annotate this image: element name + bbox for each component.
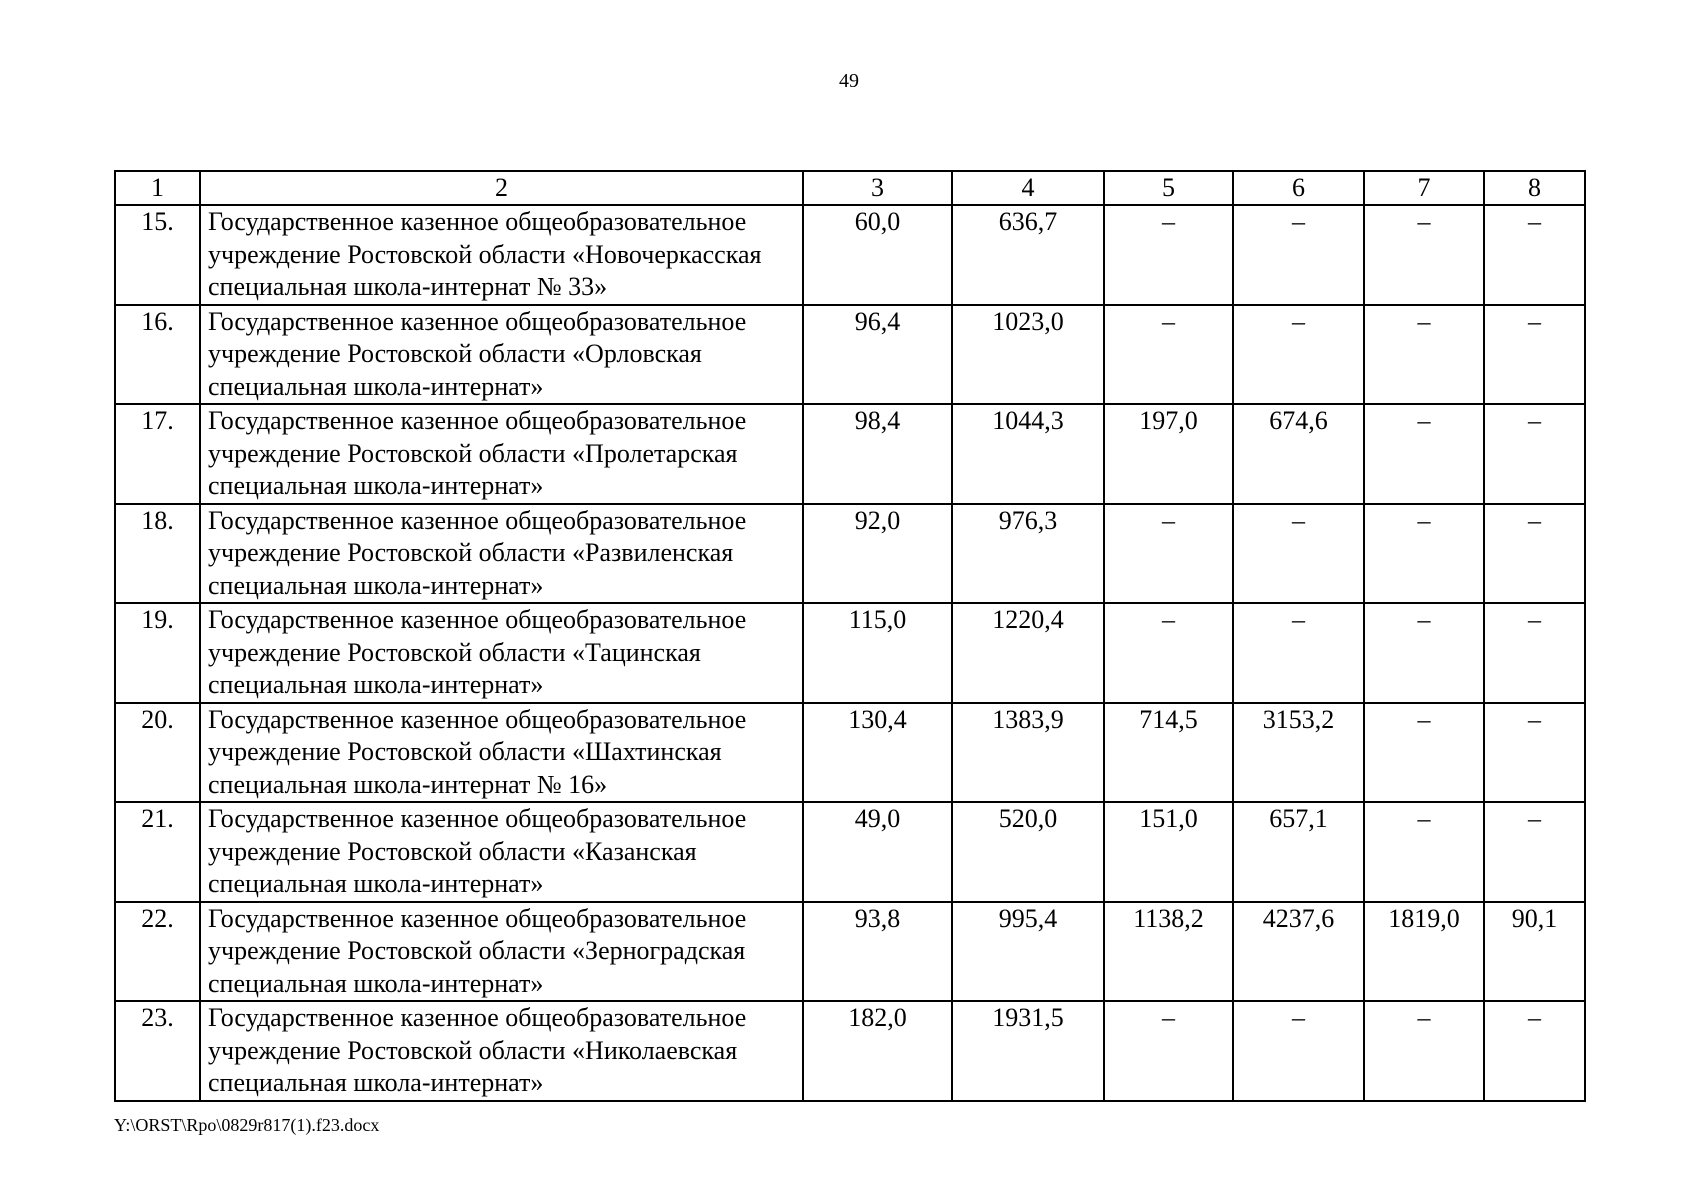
table-row — [115, 504, 1585, 604]
institution-name: Государственное казенное общеобразовательное учреждение Ростовской области «Орловская специальная школа-интернат» — [200, 305, 803, 405]
row-number: 21. — [115, 802, 200, 902]
value-cell: 4237,6 — [1233, 902, 1364, 1002]
value-cell: 1931,5 — [952, 1001, 1104, 1101]
value-cell: – — [1233, 603, 1364, 703]
institution-name: Государственное казенное общеобразовательное учреждение Ростовской области «Николаевская специальная школа-интернат» — [200, 1001, 803, 1101]
value-cell: – — [1484, 504, 1585, 604]
row-number: 17. — [115, 404, 200, 504]
value-cell: – — [1364, 1001, 1484, 1101]
value-cell: 1383,9 — [952, 703, 1104, 803]
column-header: 3 — [803, 171, 952, 205]
institution-name: Государственное казенное общеобразовательное учреждение Ростовской области «Новочеркасская специальная школа-интернат № 33» — [200, 205, 803, 305]
institution-name: Государственное казенное общеобразовательное учреждение Ростовской области «Развиленская специальная школа-интернат» — [200, 504, 803, 604]
value-cell: – — [1484, 1001, 1585, 1101]
value-cell: 182,0 — [803, 1001, 952, 1101]
value-cell: 96,4 — [803, 305, 952, 405]
data-table — [114, 170, 1586, 1102]
value-cell: – — [1364, 603, 1484, 703]
row-number: 23. — [115, 1001, 200, 1101]
value-cell: – — [1484, 305, 1585, 405]
page-number: 49 — [839, 70, 859, 92]
table-body — [115, 205, 1585, 1101]
row-number: 18. — [115, 504, 200, 604]
value-cell: – — [1364, 205, 1484, 305]
table-header — [115, 171, 1585, 205]
value-cell: – — [1364, 703, 1484, 803]
table-row — [115, 603, 1585, 703]
value-cell: 93,8 — [803, 902, 952, 1002]
value-cell: – — [1364, 305, 1484, 405]
column-header: 5 — [1104, 171, 1233, 205]
column-header: 2 — [200, 171, 803, 205]
column-header: 1 — [115, 171, 200, 205]
value-cell: 1138,2 — [1104, 902, 1233, 1002]
value-cell: 976,3 — [952, 504, 1104, 604]
institution-name: Государственное казенное общеобразовательное учреждение Ростовской области «Шахтинская специальная школа-интернат № 16» — [200, 703, 803, 803]
table-row — [115, 902, 1585, 1002]
value-cell: – — [1233, 1001, 1364, 1101]
value-cell: – — [1484, 205, 1585, 305]
value-cell: – — [1233, 205, 1364, 305]
value-cell: – — [1104, 305, 1233, 405]
value-cell: 1044,3 — [952, 404, 1104, 504]
value-cell: 3153,2 — [1233, 703, 1364, 803]
value-cell: 130,4 — [803, 703, 952, 803]
column-header: 4 — [952, 171, 1104, 205]
value-cell: – — [1104, 1001, 1233, 1101]
value-cell: 1220,4 — [952, 603, 1104, 703]
value-cell: 674,6 — [1233, 404, 1364, 504]
value-cell: – — [1104, 603, 1233, 703]
column-header: 7 — [1364, 171, 1484, 205]
value-cell: 60,0 — [803, 205, 952, 305]
row-number: 16. — [115, 305, 200, 405]
value-cell: 98,4 — [803, 404, 952, 504]
value-cell: 49,0 — [803, 802, 952, 902]
table-row — [115, 404, 1585, 504]
value-cell: – — [1104, 504, 1233, 604]
value-cell: 151,0 — [1104, 802, 1233, 902]
table-row — [115, 703, 1585, 803]
value-cell: 90,1 — [1484, 902, 1585, 1002]
value-cell: – — [1364, 802, 1484, 902]
value-cell: 995,4 — [952, 902, 1104, 1002]
value-cell: 657,1 — [1233, 802, 1364, 902]
table-row — [115, 205, 1585, 305]
row-number: 22. — [115, 902, 200, 1002]
value-cell: 197,0 — [1104, 404, 1233, 504]
table-row — [115, 1001, 1585, 1101]
footer-file-path: Y:\ORST\Rpo\0829r817(1).f23.docx — [114, 1115, 380, 1135]
value-cell: – — [1484, 603, 1585, 703]
institution-name: Государственное казенное общеобразовательное учреждение Ростовской области «Тацинская специальная школа-интернат» — [200, 603, 803, 703]
value-cell: – — [1364, 404, 1484, 504]
value-cell: 115,0 — [803, 603, 952, 703]
value-cell: – — [1484, 404, 1585, 504]
value-cell: 714,5 — [1104, 703, 1233, 803]
institution-name: Государственное казенное общеобразовательное учреждение Ростовской области «Зерноградская специальная школа-интернат» — [200, 902, 803, 1002]
table-row — [115, 305, 1585, 405]
value-cell: – — [1484, 802, 1585, 902]
value-cell: 92,0 — [803, 504, 952, 604]
value-cell: – — [1364, 504, 1484, 604]
institution-name: Государственное казенное общеобразовательное учреждение Ростовской области «Казанская специальная школа-интернат» — [200, 802, 803, 902]
row-number: 20. — [115, 703, 200, 803]
row-number: 19. — [115, 603, 200, 703]
value-cell: – — [1233, 504, 1364, 604]
column-header: 6 — [1233, 171, 1364, 205]
institution-name: Государственное казенное общеобразовательное учреждение Ростовской области «Пролетарская специальная школа-интернат» — [200, 404, 803, 504]
header-row — [115, 171, 1585, 205]
value-cell: – — [1104, 205, 1233, 305]
value-cell: 1819,0 — [1364, 902, 1484, 1002]
value-cell: – — [1233, 305, 1364, 405]
value-cell: 520,0 — [952, 802, 1104, 902]
value-cell: – — [1484, 703, 1585, 803]
value-cell: 636,7 — [952, 205, 1104, 305]
row-number: 15. — [115, 205, 200, 305]
table-row — [115, 802, 1585, 902]
value-cell: 1023,0 — [952, 305, 1104, 405]
column-header: 8 — [1484, 171, 1585, 205]
